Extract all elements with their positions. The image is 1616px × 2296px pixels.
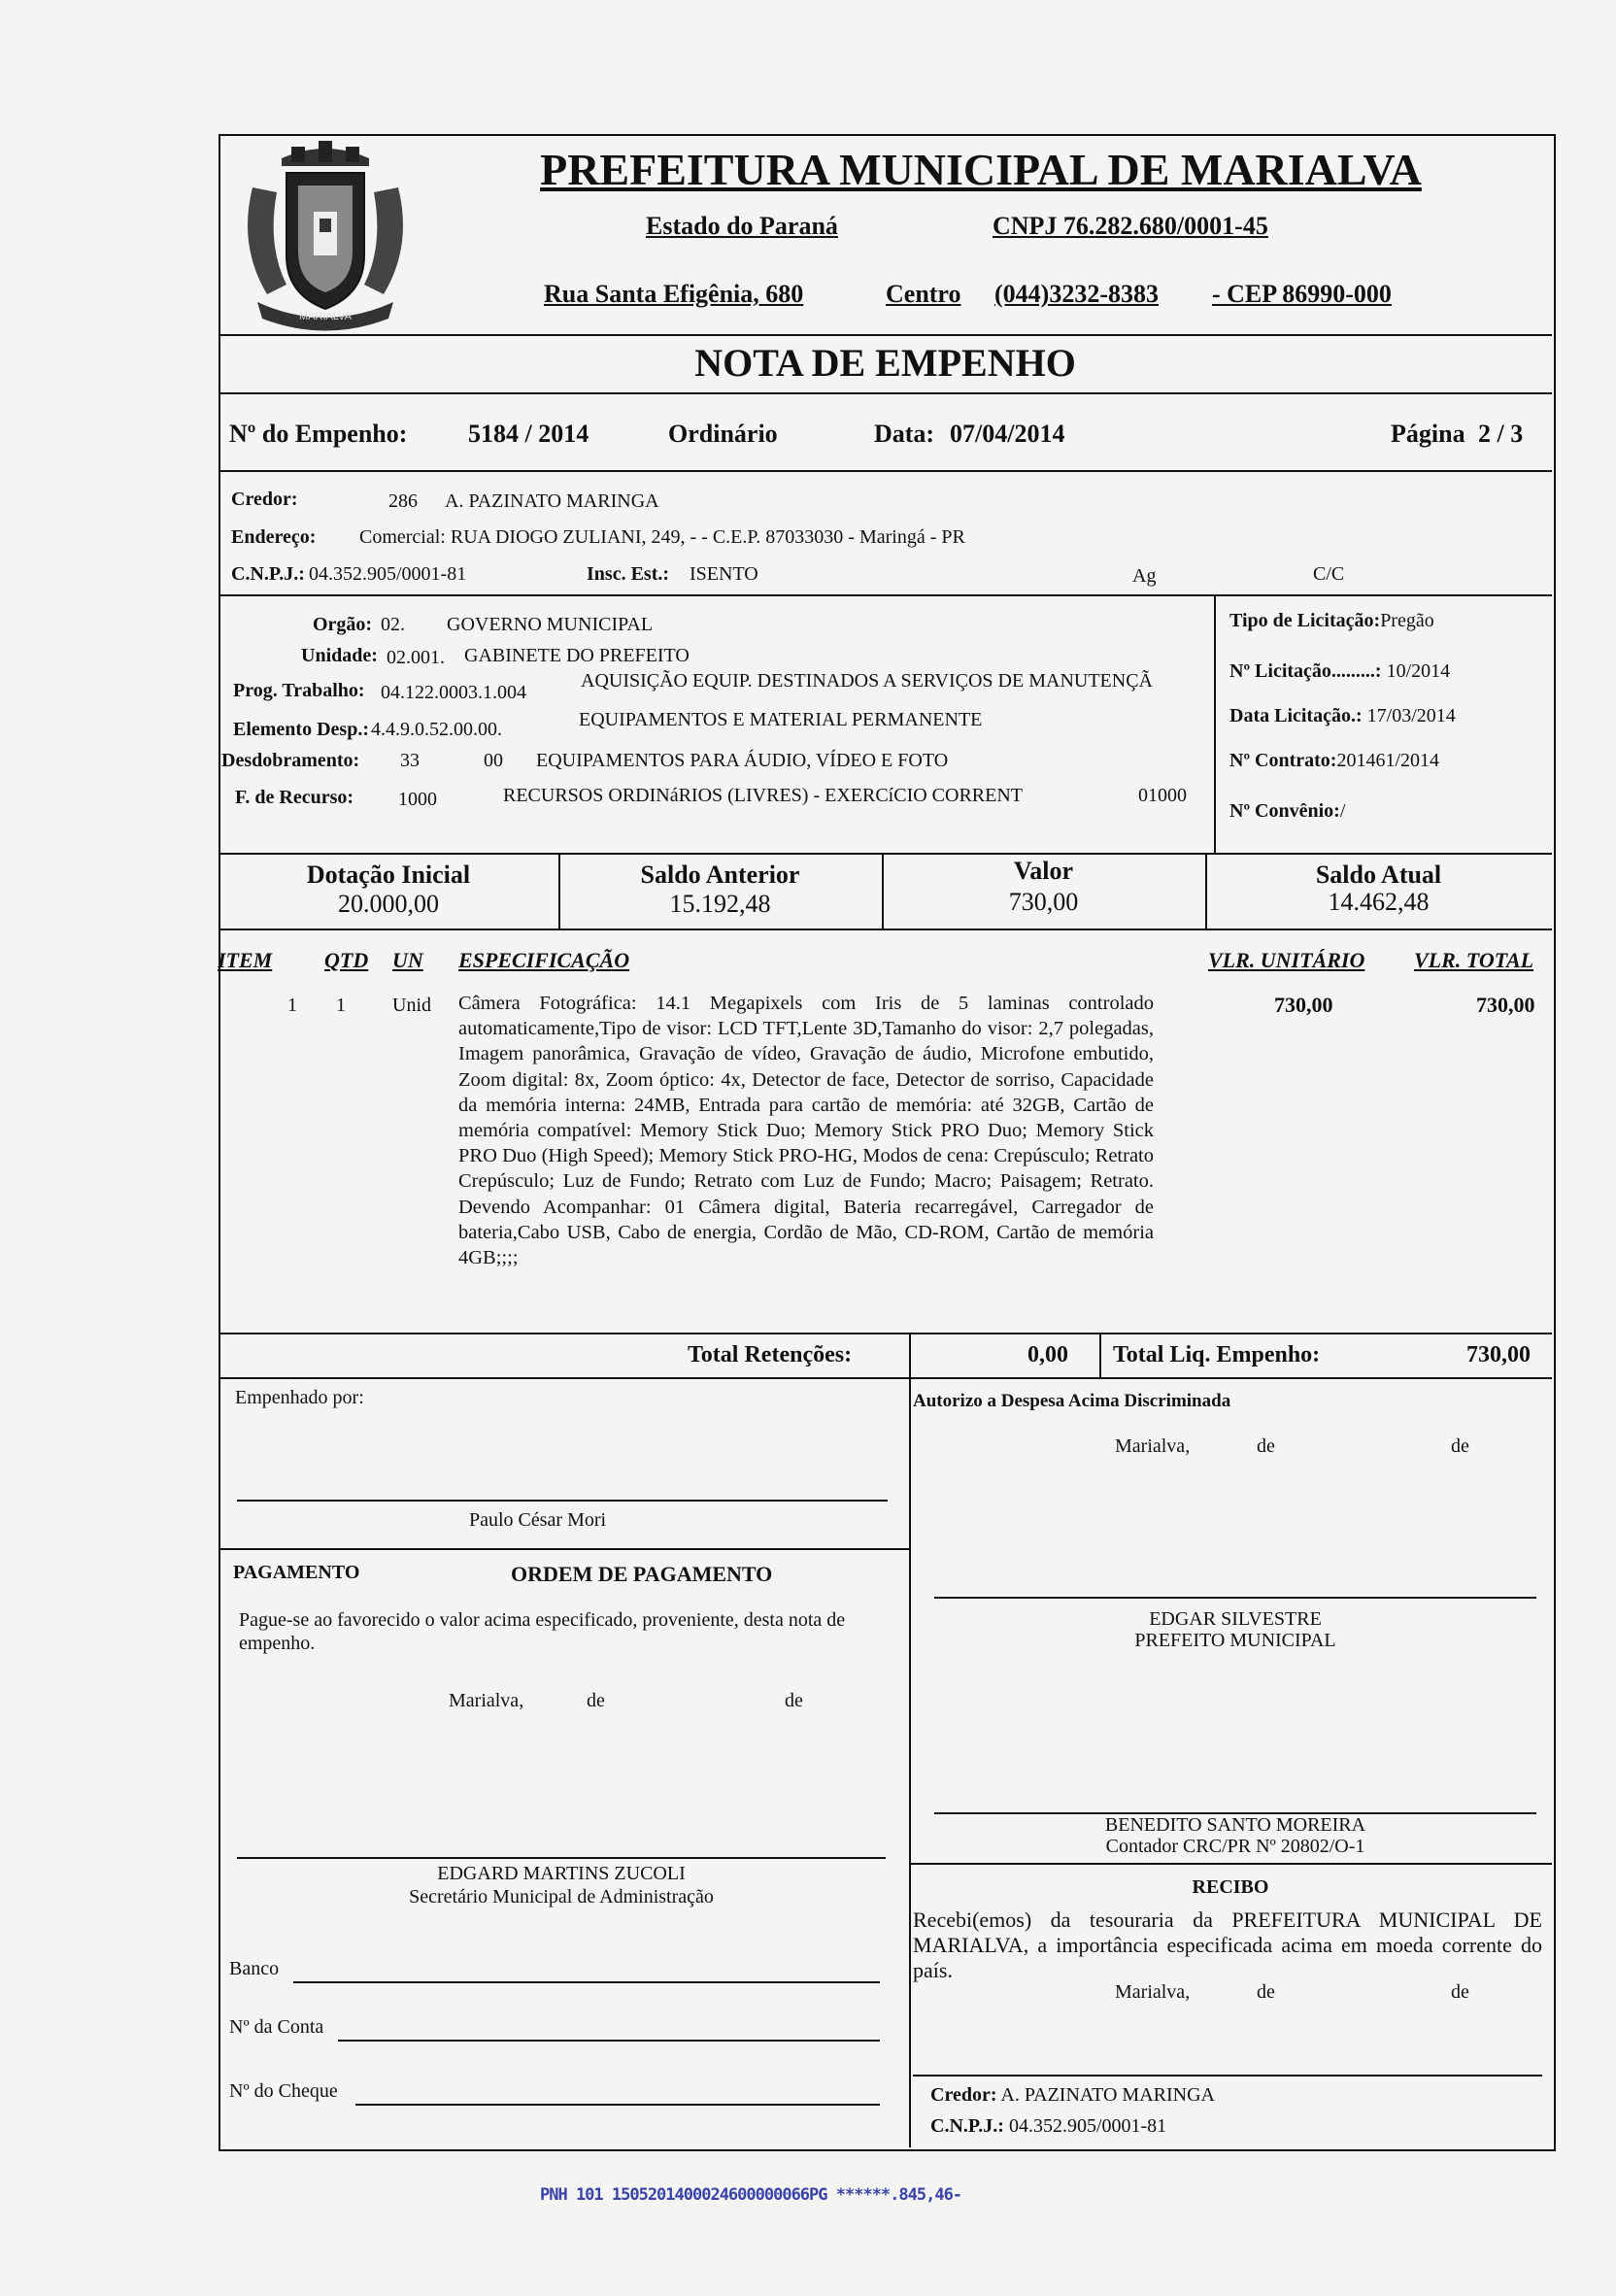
- col-un: UN: [392, 948, 423, 972]
- recibo-city: Marialva,: [1115, 1981, 1191, 2003]
- col-unit-value: VLR. UNITÁRIO: [1208, 948, 1365, 972]
- valor-label: Valor: [1013, 857, 1074, 885]
- banco-label: Banco: [229, 1958, 280, 1979]
- contrato-label: Nº Contrato:: [1229, 750, 1337, 771]
- retencoes-label: Total Retenções:: [688, 1342, 853, 1367]
- secretario-signature-line: [237, 1857, 886, 1859]
- insc-label: Insc. Est.:: [587, 563, 670, 585]
- orgao-name: GOVERNO MUNICIPAL: [447, 614, 654, 635]
- credor-name: A. PAZINATO MARINGA: [445, 490, 659, 512]
- saldo-atual-label: Saldo Atual: [1315, 861, 1442, 889]
- conta-field[interactable]: [338, 2040, 880, 2042]
- credor-address: Comercial: RUA DIOGO ZULIANI, 249, - - C.E.P. 87033030 - Maringá - PR: [359, 526, 965, 548]
- desdobramento-name: EQUIPAMENTOS PARA ÁUDIO, VÍDEO E FOTO: [536, 750, 949, 771]
- desdobramento-code2: 00: [484, 750, 503, 771]
- state-name: Estado do Paraná: [646, 212, 838, 240]
- col-item: ITEM: [218, 948, 273, 972]
- elemento-label: Elemento Desp.:: [233, 719, 369, 740]
- prog-code: 04.122.0003.1.004: [381, 682, 526, 703]
- item-un: Unid: [392, 995, 431, 1016]
- recibo-cnpj-value: 04.352.905/0001-81: [1008, 2115, 1167, 2137]
- recurso-name: RECURSOS ORDINáRIOS (LIVRES) - EXERCíCIO CORRENT: [503, 785, 1024, 806]
- data-licitacao: [1229, 705, 1456, 727]
- empenhado-label: Empenhado por:: [235, 1387, 364, 1408]
- liquido-label: Total Liq. Empenho:: [1113, 1342, 1321, 1367]
- convenio-value: /: [1339, 800, 1346, 822]
- tipo-licitacao-value: Pregão: [1380, 610, 1434, 631]
- cheque-label: Nº do Cheque: [229, 2080, 338, 2102]
- credor-code: 286: [388, 490, 418, 512]
- prefeito-signature-line: [934, 1597, 1536, 1599]
- recurso-code2: 01000: [1138, 785, 1187, 806]
- empenhado-name: Paulo César Mori: [469, 1509, 607, 1531]
- contrato-value: 201461/2014: [1336, 750, 1440, 771]
- insc-value: ISENTO: [690, 563, 758, 585]
- contrato: [1229, 750, 1439, 772]
- page-number: 2 / 3: [1478, 420, 1524, 448]
- ag-label: Ag: [1132, 565, 1157, 587]
- recibo-cnpj-label: C.N.P.J.:: [930, 2115, 1004, 2137]
- numero-licitacao-label: Nº Licitação.........:: [1229, 660, 1382, 682]
- cheque-field[interactable]: [355, 2104, 880, 2106]
- liquido-value: 730,00: [1466, 1342, 1531, 1367]
- item-unit-value: 730,00: [1274, 993, 1333, 1017]
- ordem-de1: de: [587, 1690, 605, 1711]
- municipality-title: PREFEITURA MUNICIPAL DE MARIALVA: [540, 145, 1422, 194]
- empenho-date-label: Data:: [874, 420, 935, 448]
- conta-label: Nº da Conta: [229, 2016, 324, 2038]
- unidade-name: GABINETE DO PREFEITO: [464, 645, 690, 666]
- col-total-value: VLR. TOTAL: [1414, 948, 1534, 972]
- autorizo-city: Marialva,: [1115, 1435, 1191, 1457]
- numero-licitacao: [1229, 660, 1450, 683]
- phone-header: (044)3232-8383: [994, 280, 1159, 308]
- convenio-label: Nº Convênio:: [1229, 800, 1340, 822]
- ordem-city: Marialva,: [449, 1690, 524, 1711]
- recibo-label: RECIBO: [1192, 1876, 1269, 1898]
- cc-label: C/C: [1313, 563, 1345, 585]
- page-label: Página: [1391, 420, 1465, 448]
- recibo-de2: de: [1451, 1981, 1469, 2003]
- item-qtd: 1: [336, 995, 346, 1016]
- autorizo-text: Autorizo a Despesa Acima Discriminada: [913, 1391, 1231, 1411]
- totals-row: [219, 853, 1552, 929]
- recibo-credor: [930, 2084, 1215, 2107]
- svg-text:MARIALVA: MARIALVA: [299, 311, 352, 322]
- convenio: [1229, 800, 1345, 823]
- orgao-label: Orgão:: [313, 614, 373, 635]
- empenho-type: Ordinário: [668, 420, 778, 448]
- recibo-signature-line: [913, 2075, 1542, 2077]
- item-total-value: 730,00: [1476, 993, 1535, 1017]
- numero-licitacao-value: 10/2014: [1386, 660, 1451, 682]
- prefeito-title: PREFEITO MUNICIPAL: [1134, 1630, 1336, 1651]
- document-title: NOTA DE EMPENHO: [694, 341, 1076, 385]
- empenhado-signature-line: [237, 1500, 888, 1502]
- unidade-label: Unidade:: [301, 645, 378, 666]
- ordem-text: Pague-se ao favorecido o valor acima especificado, proveniente, desta nota de empenho.: [239, 1609, 846, 1654]
- dotacao-label: Dotação Inicial: [306, 861, 471, 889]
- coat-of-arms-logo: [238, 139, 413, 343]
- item-spec: Câmera Fotográfica: 14.1 Megapixels com Iris de 5 laminas controlado automaticamente,Tipo de visor: LCD TFT,Lente 3D,Tamanho do visor: 2,7 polegadas, Imagem panorâmica, Gravação de vídeo, Gravação de áudio, Microfone embutido, Zoom digital: 8x, Zoom óptico: 4x, Detector de face, Detector de sorriso, Capacidade da memória interna: 24MB, Entrada para cartão de memória: até 32GB, Cartão de memória compatível: Memory Stick Duo; Memory Stick PRO Duo; Memory Stick PRO Duo (High Speed); Memory Stick PRO-HG, Modos de cena: Crepúsculo; Retrato Crepúsculo; Luz de Fundo; Retrato com Luz de Fundo; Macro; Paisagem; Retrato. Devendo Acompanhar: 01 Câmera digital, Bateria recarregável, Carregador de bateria,Cabo USB, Cabo de energia, Cordão de Mão, CD-ROM, Cartão de memória 4GB;;;;: [458, 993, 1154, 1269]
- desdobramento-label: Desdobramento:: [221, 750, 360, 771]
- recurso-code: 1000: [398, 789, 437, 810]
- valor-value: 730,00: [1008, 888, 1079, 916]
- col-qtd: QTD: [324, 948, 369, 972]
- recibo-text: Recebi(emos) da tesouraria da PREFEITURA MUNICIPAL DE MARIALVA, a importância especificada acima em moeda corrente do país.: [913, 1908, 1542, 1982]
- elemento-code: 4.4.9.0.52.00.00.: [371, 719, 502, 740]
- empenho-number-label: Nº do Empenho:: [229, 420, 408, 448]
- recurso-label: F. de Recurso:: [235, 787, 354, 808]
- retencoes-value: 0,00: [1027, 1342, 1068, 1367]
- desdobramento-code1: 33: [400, 750, 420, 771]
- saldo-anterior-value: 15.192,48: [669, 890, 771, 918]
- saldo-anterior-label: Saldo Anterior: [640, 861, 800, 889]
- recibo-credor-label: Credor:: [930, 2084, 997, 2106]
- cep-header: - CEP 86990-000: [1212, 280, 1392, 308]
- cnpj-header: CNPJ 76.282.680/0001-45: [993, 212, 1268, 240]
- recibo-de1: de: [1257, 1981, 1275, 2003]
- empenho-number: 5184 / 2014: [468, 420, 589, 448]
- address-label: Endereço:: [231, 526, 317, 548]
- col-spec: ESPECIFICAÇÃO: [458, 948, 630, 972]
- secretario-title: Secretário Municipal de Administração: [409, 1886, 714, 1908]
- ordem-label: ORDEM DE PAGAMENTO: [511, 1562, 773, 1586]
- secretario-name: EDGARD MARTINS ZUCOLI: [437, 1863, 686, 1884]
- address-header: Rua Santa Efigênia, 680: [544, 280, 804, 308]
- recibo-cnpj: [930, 2115, 1166, 2138]
- banco-field[interactable]: [293, 1981, 880, 1983]
- prog-name: AQUISIÇÃO EQUIP. DESTINADOS A SERVIÇOS DE MANUTENÇÃ: [581, 670, 1153, 692]
- saldo-atual-value: 14.462,48: [1328, 888, 1430, 916]
- prefeito-name: EDGAR SILVESTRE: [1149, 1608, 1322, 1630]
- pagamento-label: PAGAMENTO: [233, 1562, 360, 1583]
- contador-name: BENEDITO SANTO MOREIRA: [1104, 1814, 1366, 1836]
- contador-title: Contador CRC/PR Nº 20802/O-1: [1105, 1836, 1365, 1857]
- prog-label: Prog. Trabalho:: [233, 680, 365, 701]
- credor-label: Credor:: [231, 489, 298, 510]
- footer-code: PNH 101 1505201400024600000066PG ******.845,46-: [540, 2185, 962, 2205]
- data-licitacao-label: Data Licitação.:: [1229, 705, 1363, 726]
- dotacao-value: 20.000,00: [338, 890, 439, 918]
- tipo-licitacao: [1229, 610, 1434, 632]
- data-licitacao-value: 17/03/2014: [1366, 705, 1456, 726]
- unidade-code: 02.001.: [387, 647, 445, 668]
- recibo-credor-name: A. PAZINATO MARINGA: [1000, 2084, 1215, 2106]
- credor-cnpj: 04.352.905/0001-81: [309, 563, 467, 585]
- autorizo-de1: de: [1257, 1435, 1275, 1457]
- elemento-name: EQUIPAMENTOS E MATERIAL PERMANENTE: [579, 709, 983, 730]
- district-header: Centro: [886, 280, 961, 308]
- autorizo-de2: de: [1451, 1435, 1469, 1457]
- orgao-code: 02.: [381, 614, 405, 635]
- item-number: 1: [287, 995, 297, 1016]
- empenho-date: 07/04/2014: [950, 420, 1065, 448]
- ordem-de2: de: [785, 1690, 803, 1711]
- tipo-licitacao-label: Tipo de Licitação:: [1229, 610, 1381, 631]
- cnpj-label: C.N.P.J.:: [231, 563, 305, 585]
